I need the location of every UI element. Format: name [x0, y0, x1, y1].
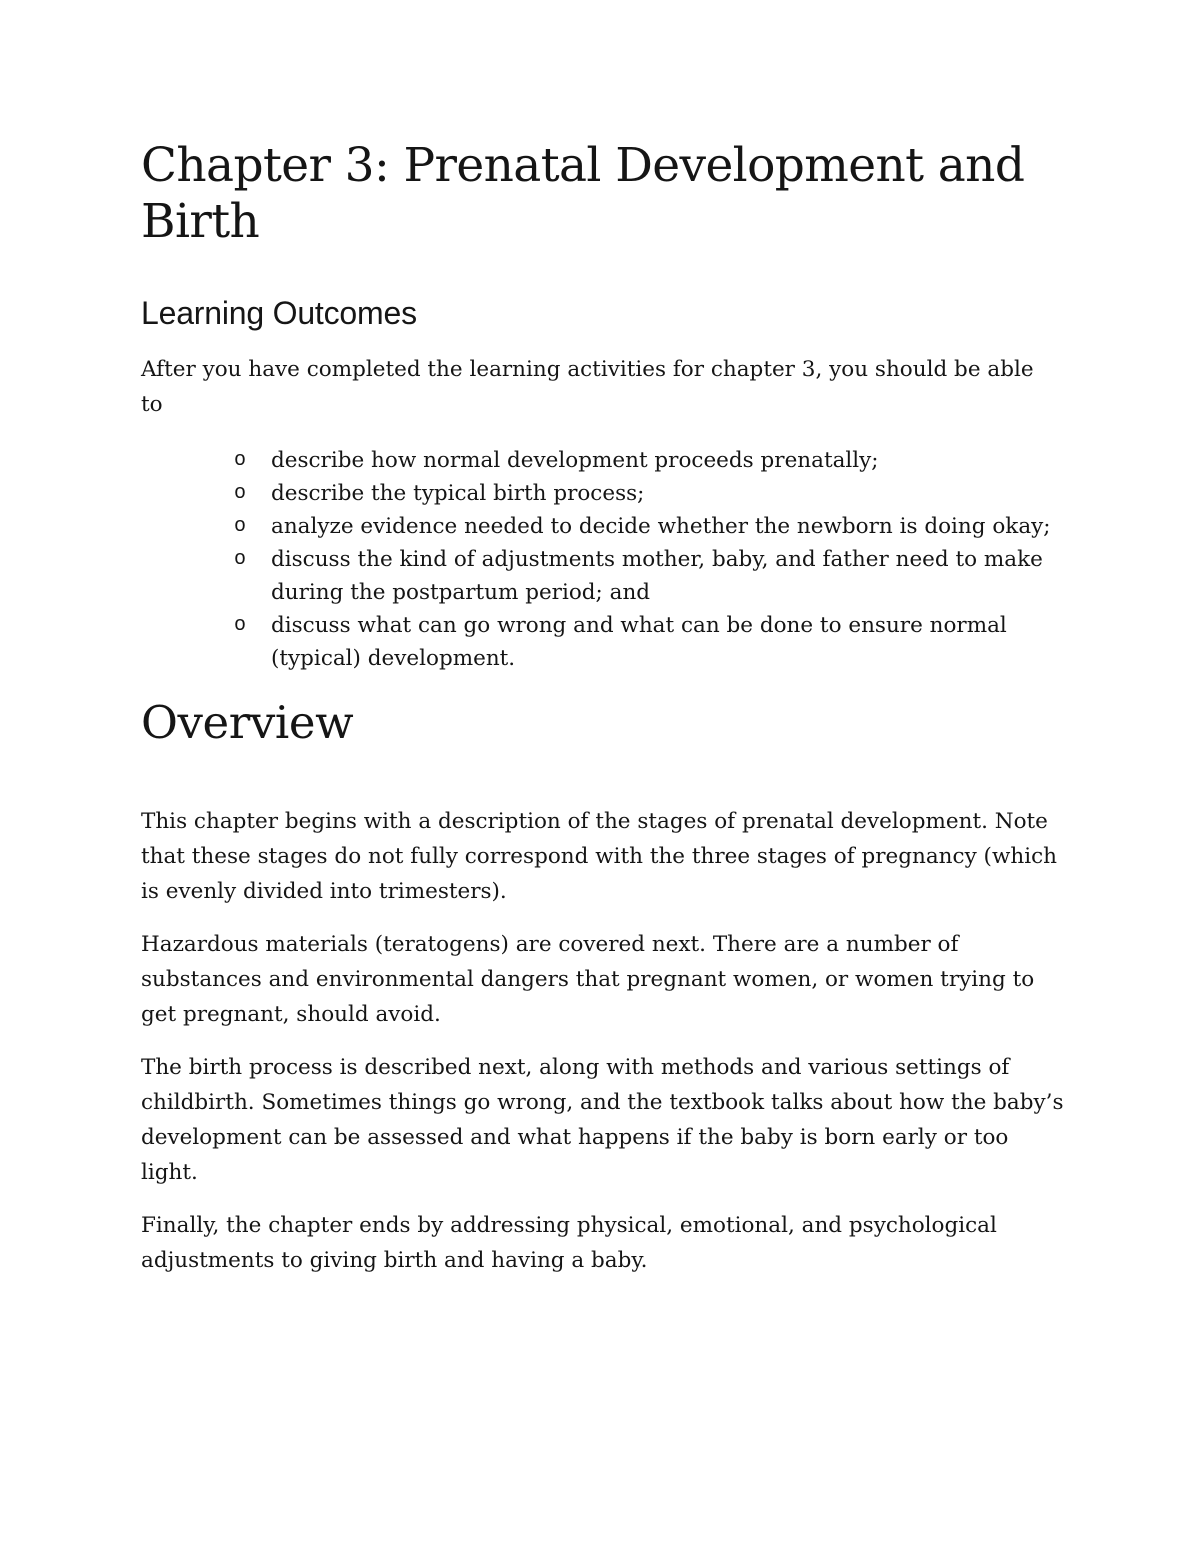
learning-outcome-item — [234, 543, 1054, 609]
learning-outcome-text: analyze evidence needed to decide whether the newborn is doing okay; — [271, 514, 1051, 539]
overview-paragraph: Hazardous materials (teratogens) are covered next. There are a number of substances and environmental dangers that pregnant women, or women trying to get pregnant, should avoid. — [141, 932, 1035, 1027]
hollow-bullet-icon: o — [234, 614, 247, 637]
document-content — [141, 138, 1071, 1278]
learning-outcome-text: describe the typical birth process; — [271, 481, 645, 506]
learning-outcome-item — [234, 444, 1054, 477]
hollow-bullet-icon: o — [234, 515, 247, 538]
overview-paragraph: This chapter begins with a description of the stages of prenatal development. Note that these stages do not fully correspond with the three stages of pregnancy (which is evenly divided into trimesters). — [141, 809, 1057, 904]
learning-outcome-item — [234, 609, 1054, 675]
learning-outcomes-intro: After you have completed the learning activities for chapter 3, you should be able to — [141, 357, 1034, 417]
chapter-title: Chapter 3: Prenatal Development and Birth — [141, 138, 1025, 249]
learning-outcome-text: describe how normal development proceeds prenatally; — [271, 448, 879, 473]
learning-outcomes-list — [141, 444, 1054, 675]
learning-outcomes-heading: Learning Outcomes — [141, 295, 417, 331]
learning-outcome-text: discuss the kind of adjustments mother, baby, and father need to make during the postpartum period; and — [271, 547, 1043, 605]
learning-outcome-item — [234, 477, 1054, 510]
hollow-bullet-icon: o — [234, 482, 247, 505]
hollow-bullet-icon: o — [234, 548, 247, 571]
overview-heading: Overview — [141, 696, 354, 749]
learning-outcome-text: discuss what can go wrong and what can be done to ensure normal (typical) development. — [271, 613, 1007, 671]
overview-paragraph: The birth process is described next, along with methods and various settings of childbirth. Sometimes things go wrong, and the textbook talks about how the baby’s development can be assessed and what happens if the baby is born early or too light. — [141, 1055, 1064, 1185]
hollow-bullet-icon: o — [234, 449, 247, 472]
learning-outcome-item — [234, 510, 1054, 543]
overview-paragraph: Finally, the chapter ends by addressing physical, emotional, and psychological adjustments to giving birth and having a baby. — [141, 1213, 997, 1273]
